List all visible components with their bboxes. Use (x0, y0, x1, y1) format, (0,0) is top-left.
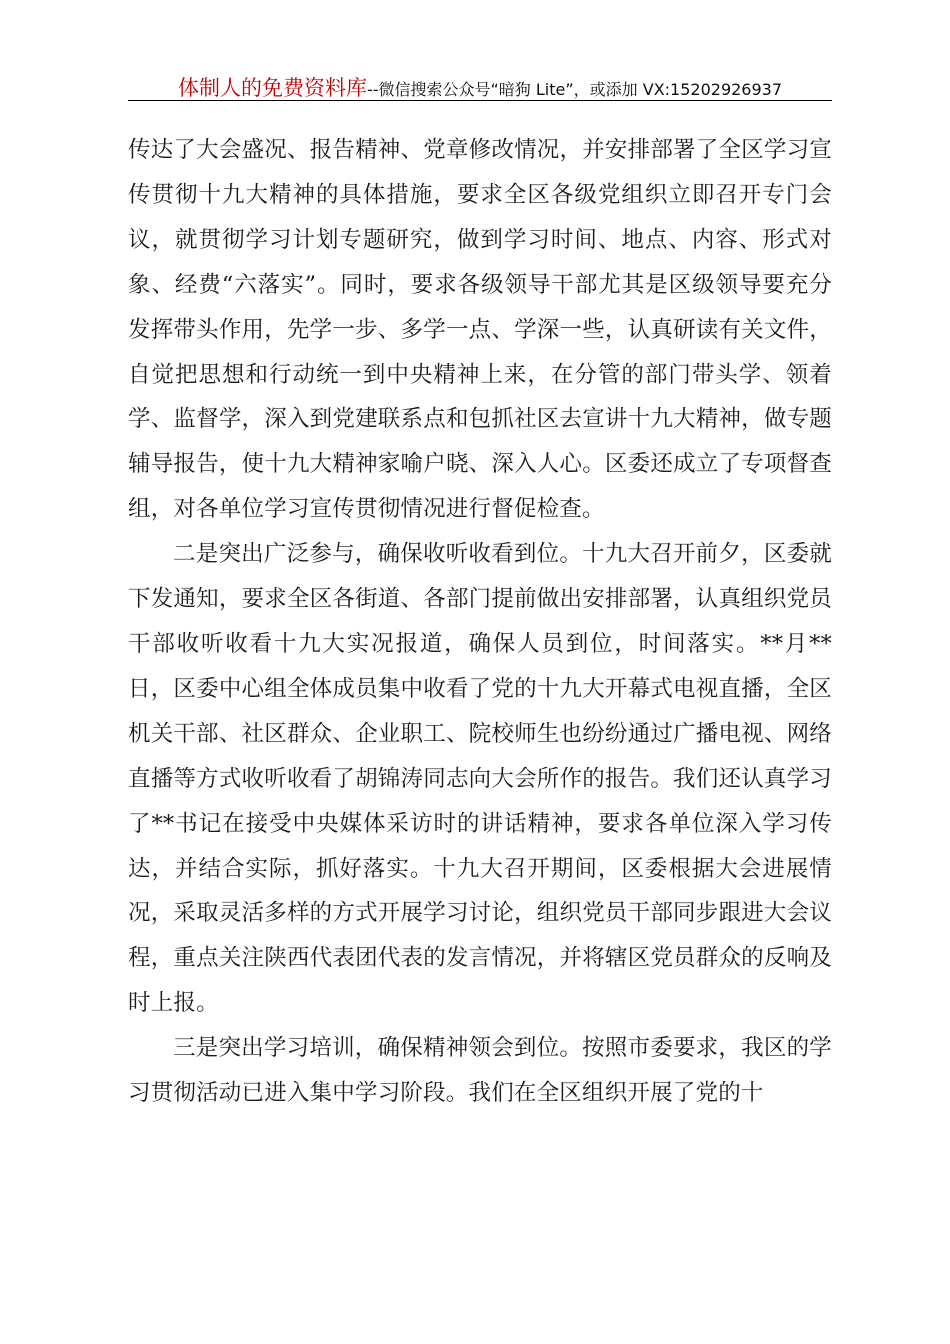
paragraph-point-two: 二是突出广泛参与，确保收听收看到位。十九大召开前夕，区委就下发通知，要求全区各街道、各部门提前做出安排部署，认真组织党员干部收听收看十九大实况报道，确保人员到位，时间落实。**月**日，区委中心组全体成员集中收看了党的十九大开幕式电视直播，全区机关干部、社区群众、企业职工、院校师生也纷纷通过广播电视、网络直播等方式收听收看了胡锦涛同志向大会所作的报告。我们还认真学习了**书记在接受中央媒体采访时的讲话精神，要求各单位深入学习传达，并结合实际，抓好落实。十九大召开期间，区委根据大会进展情况，采取灵活多样的方式开展学习讨论，组织党员干部同步跟进大会议程，重点关注陕西代表团代表的发言情况，并将辖区党员群众的反响及时上报。 (128, 541, 832, 1017)
page-header (128, 72, 832, 101)
paragraph-point-three: 三是突出学习培训，确保精神领会到位。按照市委要求，我区的学习贯彻活动已进入集中学习阶段。我们在全区组织开展了党的十 (128, 1035, 832, 1107)
paragraph-continuation: 传达了大会盛况、报告精神、党章修改情况，并安排部署了全区学习宣传贯彻十九大精神的具体措施，要求全区各级党组织立即召开专门会议，就贯彻学习计划专题研究，做到学习时间、地点、内容、形式对象、经费“六落实”。同时，要求各级领导干部尤其是区级领导要充分发挥带头作用，先学一步、多学一点、学深一些，认真研读有关文件，自觉把思想和行动统一到中央精神上来，在分管的部门带头学、领着学、监督学，深入到党建联系点和包抓社区去宣讲十九大精神，做专题辅导报告，使十九大精神家喻户晓、深入人心。区委还成立了专项督查组，对各单位学习宣传贯彻情况进行督促检查。 (128, 137, 832, 523)
document-body (128, 128, 832, 1116)
header-tagline: --微信搜索公众号“暗狗 Lite”，或添加 VX:15202926937 (366, 80, 783, 99)
header-brand: 体制人的免费资料库 (177, 76, 367, 100)
